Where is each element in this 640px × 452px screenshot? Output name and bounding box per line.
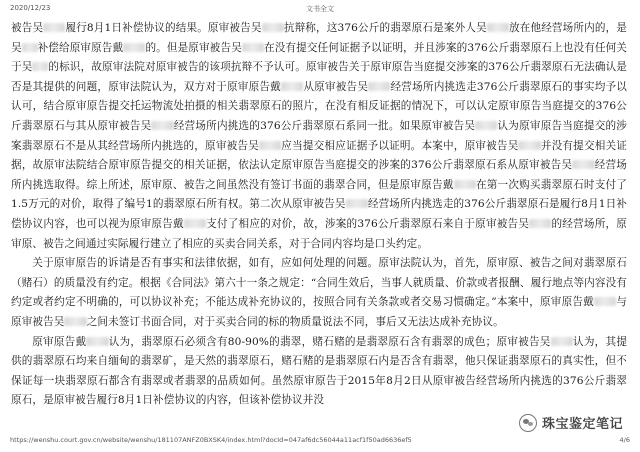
redaction-mark xyxy=(594,297,616,306)
print-header xyxy=(0,4,640,16)
print-footer xyxy=(10,436,630,448)
redaction-mark xyxy=(346,199,368,208)
source-url: https://wenshu.court.gov.cn/website/wenshu/181107ANFZ0BXSK4/index.html?docId=047af6dc56044a11acf1f50ad6636ef5 xyxy=(10,436,412,444)
redaction-mark xyxy=(529,219,551,228)
wechat-watermark xyxy=(516,412,626,433)
redaction-mark xyxy=(259,141,281,150)
page-number: 4/6 xyxy=(619,436,630,444)
document-type-title: 文书全文 xyxy=(306,5,334,13)
wechat-icon xyxy=(519,414,537,432)
print-date: 2020/12/23 xyxy=(10,4,51,12)
redaction-mark xyxy=(475,121,497,130)
redaction-mark xyxy=(151,121,173,130)
redaction-mark xyxy=(518,141,540,150)
redaction-mark xyxy=(242,43,264,52)
redaction-mark xyxy=(123,43,145,52)
redaction-mark xyxy=(43,23,65,32)
redaction-mark xyxy=(86,337,108,346)
paragraph-evidence: 被告吴 履行8月1日补偿协议的结果。原审被告吴 抗辩称，这376公斤的翡翠原石是案外人吴 放在他经营场所内的，是吴 补偿给原审原告戴 的。但是原审被告吴 在没有提交任何证据予以证明，并且涉案的376公斤翡翠原石上也没有任何关于吴 的标识，故原审法院对原审被告的该项抗辩不予认可。原审被告关于原审原告当庭提交涉案的376公斤翡翠原石无法确认是否是其提供的问题，原审法院认为，双方对于原审原告戴 从原审被告吴 经营场所内挑选走376公斤翡翠原石的事实均予以认可，结合原审原告提交托运物流处拍摄的相关翡翠原石的照片，在没有相反证据的情况下，可以认定原审原告当庭提交的376公斤翡翠原石与其从原审被告吴 经营场所内挑选的376公斤翡翠原石系同一批。如果原审被告吴 认为原审原告当庭提交的涉案翡翠原石不是从其经营场所内挑选的，原审被告吴 应当提交相应证据予以证明。本案中，原审被告吴 并没有提交相关证据，故原审法院结合原审原告提交的相关证据，依法认定原审原告当庭提交的涉案的376公斤翡翠原石系从原审被告吴 经营场所内挑选取得。综上所述，原审原、被告之间虽然没有签订书面的翡翠合同，但是原审原告戴 在第一次购买翡翠原石时支付了1.5万元的对价，取得了编号1的翡翠原石所有权。第二次从原审被告吴 经营场所内挑选走的376公斤翡翠原石是履行8月1日补偿协议内容，也可以视为原审原告戴 支付了相应的对价，故，涉案的376公斤翡翠原石来自于原审被告吴 的经营场所，原审原、被告之间通过实际履行建立了相应的买卖合同关系，对于合同内容均是口头约定。 xyxy=(11,22,627,250)
redaction-mark xyxy=(22,43,38,52)
redaction-mark xyxy=(487,23,509,32)
watermark-text: 珠宝鉴定笔记 xyxy=(541,417,623,432)
paragraph-party-positions: 原审原告戴 认为，翡翠原石必须含有80-90%的翡翠，赌石赌的是翡翠原石含有翡翠的成色；原审被告吴 认为，其提供的翡翠原石均来自缅甸的翡翠矿，是天然的翡翠原石，赌石赌的是翡翠原石内是否含有翡翠，他只保证翡翠原石的真实性，但不保证每一块翡翠原石都含有翡翠或者翡翠的品质如何。虽然原审原告于2015年8月2日从原审被告经营场所内挑选的376公斤翡翠原石，是原审被告履行8月1日补偿协议的内容，但该补偿协议并没 xyxy=(11,335,628,407)
redaction-mark xyxy=(454,180,476,189)
redaction-mark xyxy=(368,82,390,91)
redaction-mark xyxy=(262,23,284,32)
redaction-mark xyxy=(184,219,206,228)
redaction-mark xyxy=(64,317,86,326)
judgment-body xyxy=(11,19,627,411)
redaction-mark xyxy=(551,337,573,346)
redaction-mark xyxy=(32,62,48,71)
redaction-mark xyxy=(281,82,303,91)
redaction-mark xyxy=(572,160,594,169)
paragraph-quality-dispute: 关于原审原告的诉请是否有事实和法律依据，如有，应如何处理的问题。原审法院认为，首先，原审原、被告之间对翡翠原石（赌石）的质量没有约定。根据《合同法》第六十一条之规定：“合同生效后，当事人就质量、价款或者报酬、履行地点等内容没有约定或者约定不明确的，可以协议补充；不能达成补充协议的，按照合同有关条款或者交易习惯确定。”本案中，原审原告戴 与原审被告吴 之间未签订书面合同，对于买卖合同的标的物质量说法不同，事后又无法达成补充协议。 xyxy=(11,257,627,328)
